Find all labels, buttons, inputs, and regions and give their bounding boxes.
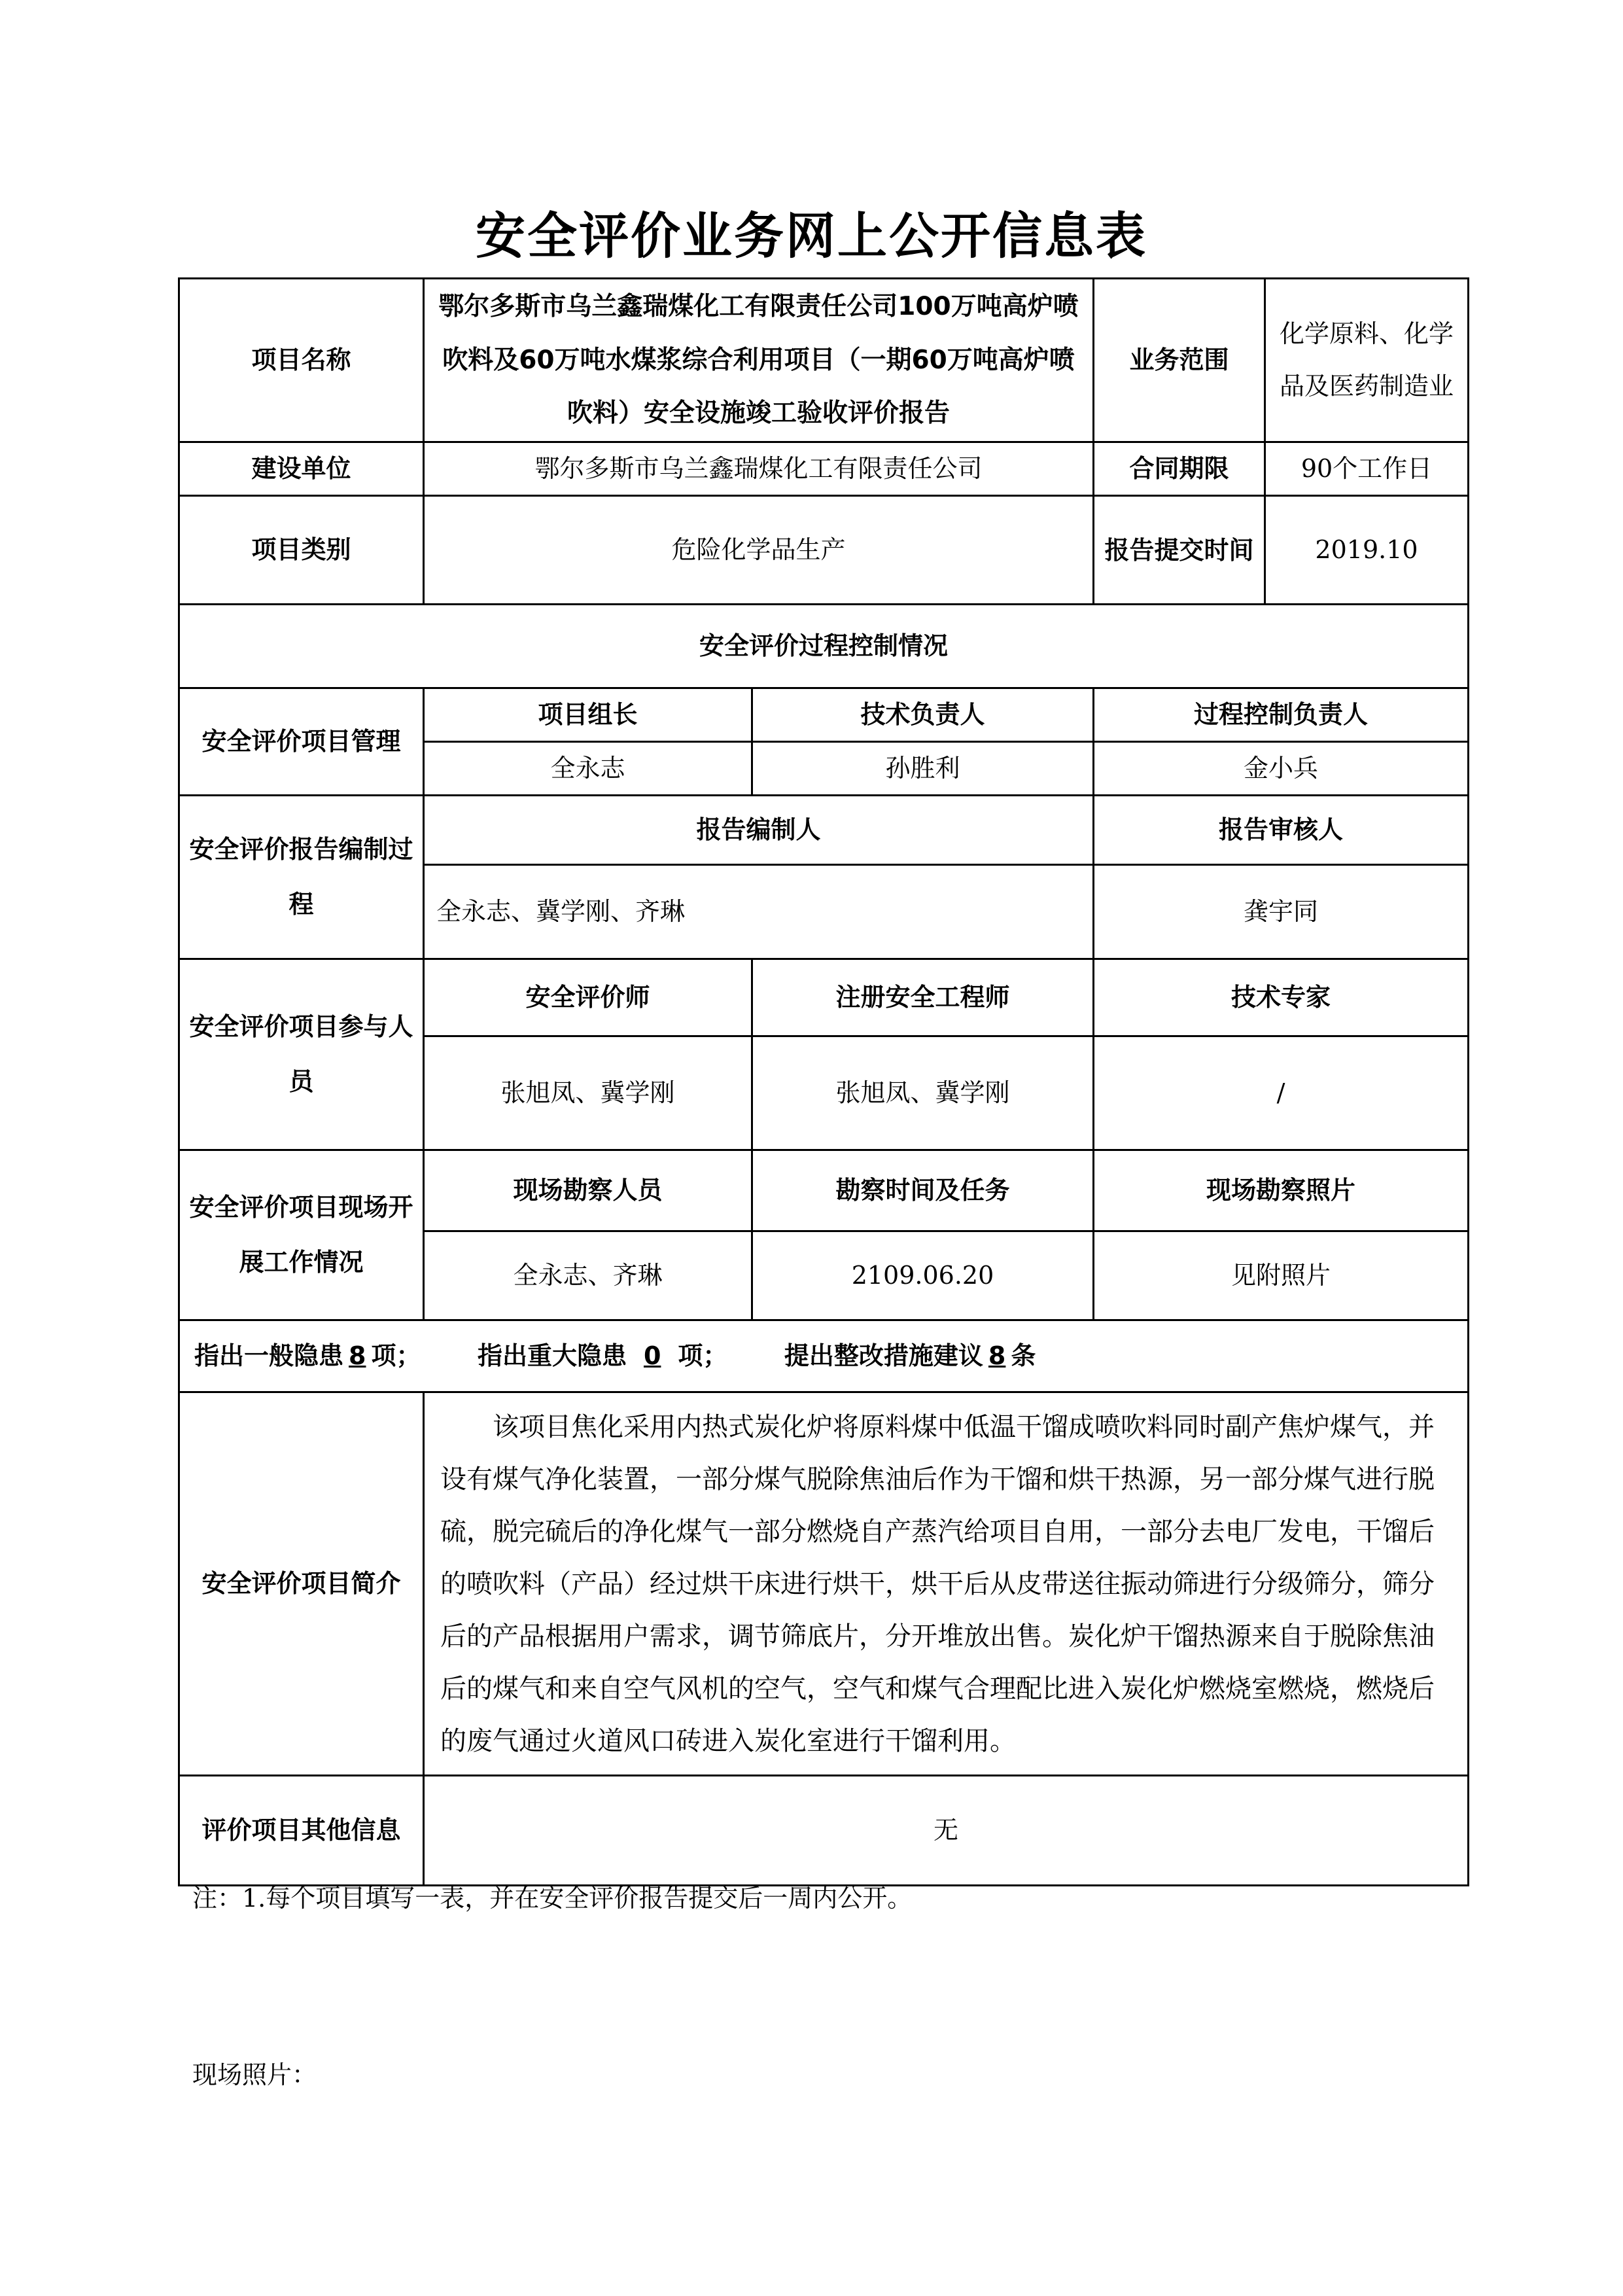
compilation-header-reviewer: 报告审核人 <box>1094 796 1469 865</box>
management-header-control: 过程控制负责人 <box>1094 688 1469 742</box>
measures-count: 8 <box>988 1341 1006 1371</box>
participants-header-evaluator: 安全评价师 <box>424 959 752 1036</box>
page-title: 安全评价业务网上公开信息表 <box>476 207 1147 265</box>
management-value-tech: 孙胜利 <box>752 742 1094 796</box>
major-hazard-count: 0 <box>643 1341 661 1371</box>
measures-prefix: 提出整改措施建议 <box>784 1341 983 1371</box>
general-hazard-prefix: 指出一般隐患 <box>194 1341 344 1371</box>
participants-label: 安全评价项目参与人员 <box>179 959 424 1150</box>
general-hazard-suffix: 项； <box>371 1341 421 1371</box>
summary-text-cell <box>424 1392 1469 1776</box>
submit-time-value: 2019.10 <box>1265 496 1469 605</box>
major-hazard-suffix: 项； <box>678 1341 728 1371</box>
other-info-value: 无 <box>424 1776 1469 1886</box>
management-value-leader: 全永志 <box>424 742 752 796</box>
measures-suffix: 条 <box>1011 1341 1036 1371</box>
scope-label: 业务范围 <box>1094 279 1265 442</box>
other-info-label: 评价项目其他信息 <box>179 1776 424 1886</box>
scope-value: 化学原料、化学品及医药制造业 <box>1265 279 1469 442</box>
submit-time-label: 报告提交时间 <box>1094 496 1265 605</box>
compilation-value-writer: 全永志、冀学刚、齐琳 <box>424 865 1094 959</box>
project-name-label: 项目名称 <box>179 279 424 442</box>
participants-header-expert: 技术专家 <box>1094 959 1469 1036</box>
management-label: 安全评价项目管理 <box>179 688 424 796</box>
compilation-header-writer: 报告编制人 <box>424 796 1094 865</box>
site-header-photos: 现场勘察照片 <box>1094 1150 1469 1231</box>
builder-value: 鄂尔多斯市乌兰鑫瑞煤化工有限责任公司 <box>424 442 1094 496</box>
participants-header-engineer: 注册安全工程师 <box>752 959 1094 1036</box>
general-hazard-count: 8 <box>349 1341 366 1371</box>
major-hazard-prefix: 指出重大隐患 <box>477 1341 627 1371</box>
summary-text: 该项目焦化采用内热式炭化炉将原料煤中低温干馏成喷吹料同时副产焦炉煤气，并设有煤气净化装置，一部分煤气脱除焦油后作为干馏和烘干热源，另一部分煤气进行脱硫，脱完硫后的净化煤气一部分燃烧自产蒸汽给项目自用，一部分去电厂发电，干馏后的喷吹料（产品）经过烘干床进行烘干，烘干后从皮带送往振动筛进行分级筛分，筛分后的产品根据用户需求，调节筛底片，分开堆放出售。炭化炉干馏热源来自于脱除焦油后的煤气和来自空气风机的空气，空气和煤气合理配比进入炭化炉燃烧室燃烧，燃烧后的废气通过火道风口砖进入炭化室进行干馏利用。 <box>440 1411 1435 1756</box>
contract-label: 合同期限 <box>1094 442 1265 496</box>
site-label: 安全评价项目现场开展工作情况 <box>179 1150 424 1320</box>
participants-value-expert: / <box>1094 1036 1469 1150</box>
participants-value-engineer: 张旭凤、冀学刚 <box>752 1036 1094 1150</box>
info-table <box>178 277 1469 1886</box>
site-value-personnel: 全永志、齐琳 <box>424 1231 752 1320</box>
process-header: 安全评价过程控制情况 <box>179 605 1469 688</box>
compilation-value-reviewer: 龚宇同 <box>1094 865 1469 959</box>
hazards-line <box>179 1320 1469 1392</box>
compilation-label: 安全评价报告编制过程 <box>179 796 424 959</box>
category-value: 危险化学品生产 <box>424 496 1094 605</box>
management-value-control: 金小兵 <box>1094 742 1469 796</box>
site-photos-label: 现场照片： <box>192 2060 317 2089</box>
footnote: 注：1.每个项目填写一表，并在安全评价报告提交后一周内公开。 <box>192 1884 913 1913</box>
project-name-value: 鄂尔多斯市乌兰鑫瑞煤化工有限责任公司100万吨高炉喷吹料及60万吨水煤浆综合利用项目（一期60万吨高炉喷吹料）安全设施竣工验收评价报告 <box>424 279 1094 442</box>
site-header-time: 勘察时间及任务 <box>752 1150 1094 1231</box>
management-header-leader: 项目组长 <box>424 688 752 742</box>
site-value-photos: 见附照片 <box>1094 1231 1469 1320</box>
builder-label: 建设单位 <box>179 442 424 496</box>
category-label: 项目类别 <box>179 496 424 605</box>
management-header-tech: 技术负责人 <box>752 688 1094 742</box>
site-value-time: 2109.06.20 <box>752 1231 1094 1320</box>
site-header-personnel: 现场勘察人员 <box>424 1150 752 1231</box>
summary-label: 安全评价项目简介 <box>179 1392 424 1776</box>
participants-value-evaluator: 张旭凤、冀学刚 <box>424 1036 752 1150</box>
contract-value: 90个工作日 <box>1265 442 1469 496</box>
